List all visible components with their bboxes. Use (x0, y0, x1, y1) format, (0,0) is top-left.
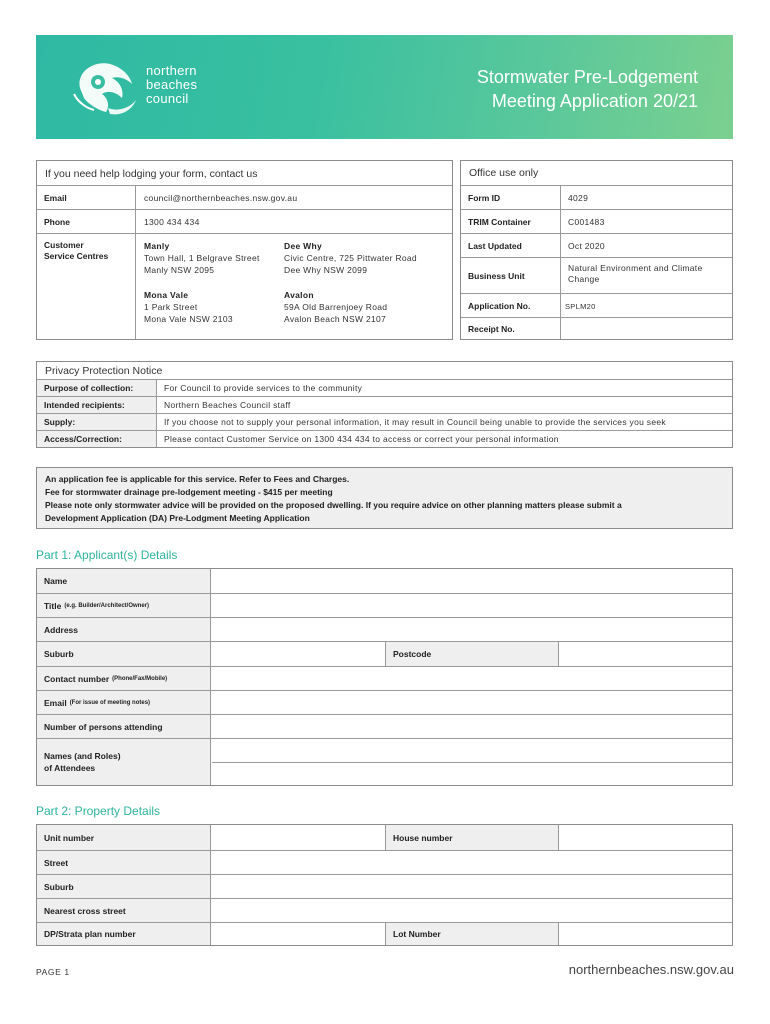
privacy-value: Northern Beaches Council staff (164, 400, 291, 410)
office-label: Form ID (468, 193, 501, 203)
form-row-property-suburb (37, 874, 732, 898)
suburb-label (37, 642, 211, 666)
name-label-text: Name (44, 576, 68, 586)
part1-title: Part 1: Applicant(s) Details (36, 548, 178, 562)
dp-strata-label (37, 923, 211, 945)
title-label (37, 594, 211, 617)
service-centres-row (37, 233, 452, 339)
page-number: PAGE 1 (36, 967, 70, 977)
dp-strata-input[interactable] (212, 923, 386, 945)
property-suburb-label (37, 875, 211, 898)
contact-email-row (37, 185, 452, 209)
property-suburb-label-text: Suburb (44, 881, 74, 892)
office-label: Last Updated (468, 241, 522, 251)
part2-title: Part 2: Property Details (36, 804, 161, 818)
service-centres-list (135, 234, 452, 339)
privacy-notice (36, 361, 733, 448)
privacy-label: Supply: (37, 414, 157, 430)
contact-number-label (37, 667, 211, 690)
lot-number-label-text: Lot Number (393, 929, 441, 939)
property-suburb-input[interactable] (212, 875, 732, 898)
office-value: Natural Environment and Climate Change (560, 258, 732, 293)
title-label-text: Title (44, 600, 62, 611)
office-row (461, 257, 732, 293)
persons-input[interactable] (212, 715, 732, 738)
form-row-street (37, 850, 732, 874)
title-hint: (e.g. Builder/Architect/Owner) (64, 602, 150, 609)
centre-line: Dee Why NSW 2099 (284, 265, 368, 275)
privacy-row (37, 379, 732, 396)
council-name-line: beaches (146, 77, 198, 92)
unit-number-input[interactable] (212, 825, 386, 850)
privacy-label: Access/Correction: (37, 431, 157, 447)
email-field-hint: (For issue of meeting notes) (69, 699, 151, 706)
dp-strata-label-text: DP/Strata plan number (44, 929, 136, 939)
fee-notice-line: Development Application (DA) Pre-Lodgment Meeting Application (45, 513, 310, 523)
form-row-cross-street (37, 898, 732, 922)
form-row-attendees (37, 738, 732, 785)
house-number-label-text: House number (393, 832, 453, 843)
applicant-details-form (36, 568, 733, 786)
email-field-label (37, 691, 211, 714)
postcode-label-text: Postcode (393, 649, 432, 659)
centre-line: Town Hall, 1 Belgrave Street (144, 253, 260, 263)
postcode-label (385, 642, 559, 666)
contact-heading: If you need help lodging your form, contact us (45, 168, 258, 180)
office-value: Oct 2020 (560, 234, 732, 257)
fee-notice (36, 467, 733, 529)
attendees-input-2[interactable] (212, 763, 732, 785)
office-label: TRIM Container (468, 217, 531, 227)
house-number-label (385, 825, 559, 850)
footer-website-link[interactable]: northernbeaches.nsw.gov.au (568, 962, 734, 977)
privacy-value: For Council to provide services to the community (164, 383, 363, 393)
persons-label-text: Number of persons attending (44, 721, 163, 732)
house-number-input[interactable] (560, 825, 732, 850)
centre-manly (144, 240, 284, 276)
office-row (461, 293, 732, 317)
postcode-input[interactable] (560, 642, 732, 666)
email-value[interactable]: council@northernbeaches.nsw.gov.au (135, 186, 452, 209)
office-row (461, 209, 732, 233)
unit-number-label-text: Unit number (44, 832, 95, 843)
property-details-form (36, 824, 733, 946)
form-row-contact (37, 666, 732, 690)
centre-name: Avalon (284, 290, 314, 300)
privacy-row (37, 413, 732, 430)
office-value: SPLM20 (560, 294, 732, 317)
privacy-value: Please contact Customer Service on 1300 434 434 to access or correct your personal information (164, 434, 559, 444)
street-label-text: Street (44, 857, 69, 868)
phone-value: 1300 434 434 (135, 210, 452, 233)
centre-name: Manly (144, 241, 170, 251)
office-row (461, 185, 732, 209)
form-row-suburb (37, 641, 732, 666)
contact-number-hint: (Phone/Fax/Mobile) (112, 675, 168, 682)
form-row-unit (37, 825, 732, 850)
persons-label (37, 715, 211, 738)
fee-notice-line: An application fee is applicable for this service. Refer to Fees and Charges. (45, 474, 350, 484)
document-title-line: Meeting Application 20/21 (491, 91, 698, 111)
centre-line: Mona Vale NSW 2103 (144, 314, 233, 324)
address-label-text: Address (44, 624, 79, 635)
centre-name: Mona Vale (144, 290, 189, 300)
attendees-label-line: of Attendees (44, 763, 96, 773)
fee-notice-line: Please note only stormwater advice will be provided on the proposed dwelling. If you require advice on other planning matters please submit a (45, 500, 622, 510)
privacy-label: Intended recipients: (37, 397, 157, 413)
council-logo-icon (68, 58, 140, 118)
privacy-label: Purpose of collection: (37, 380, 157, 396)
privacy-row (37, 396, 732, 413)
email-field-label-text: Email (44, 697, 67, 708)
name-input[interactable] (212, 569, 732, 593)
service-centres-label (37, 234, 135, 339)
office-value: 4029 (560, 186, 732, 209)
phone-label: Phone (44, 217, 70, 227)
email-label: Email (44, 193, 67, 203)
centre-dee-why (284, 240, 454, 276)
form-row-email (37, 690, 732, 714)
centre-line: Avalon Beach NSW 2107 (284, 314, 387, 324)
office-value: C001483 (560, 210, 732, 233)
street-label (37, 851, 211, 874)
service-centres-label-line: Customer (44, 240, 84, 250)
attendees-label (37, 739, 211, 785)
centre-avalon (284, 289, 454, 325)
office-row (461, 233, 732, 257)
lot-number-label (385, 923, 559, 945)
office-row (461, 317, 732, 339)
centre-mona-vale (144, 289, 284, 325)
contact-number-label-text: Contact number (44, 673, 110, 684)
suburb-input[interactable] (212, 642, 386, 666)
council-name-line: council (146, 91, 189, 106)
form-row-name (37, 569, 732, 593)
office-label: Business Unit (468, 271, 525, 281)
fee-notice-line: Fee for stormwater drainage pre-lodgement meeting - $415 per meeting (45, 487, 333, 497)
receipt-no-input[interactable] (560, 318, 732, 339)
privacy-heading: Privacy Protection Notice (45, 365, 163, 377)
cross-street-label (37, 899, 211, 922)
form-row-title (37, 593, 732, 617)
document-title-line: Stormwater Pre-Lodgement (476, 67, 698, 87)
privacy-row (37, 430, 732, 447)
privacy-value: If you choose not to supply your personal information, it may result in Council being unable to provide the services you seek (164, 417, 666, 427)
name-label (37, 569, 211, 593)
form-row-dp (37, 922, 732, 945)
centre-line: Civic Centre, 725 Pittwater Road (284, 253, 417, 263)
street-input[interactable] (212, 851, 732, 874)
office-label: Receipt No. (468, 324, 515, 334)
centre-line: 59A Old Barrenjoey Road (284, 302, 388, 312)
contact-phone-row (37, 209, 452, 233)
unit-number-label (37, 825, 211, 850)
attendees-input-1[interactable] (212, 739, 732, 763)
attendees-label-text (44, 750, 121, 774)
lot-number-input[interactable] (560, 923, 732, 945)
address-label (37, 618, 211, 641)
cross-street-label-text: Nearest cross street (44, 905, 126, 916)
office-use-section (460, 160, 733, 340)
council-name (146, 64, 197, 106)
cross-street-input[interactable] (212, 899, 732, 922)
centre-name: Dee Why (284, 241, 322, 251)
office-label: Application No. (468, 301, 531, 311)
council-name-line: northern (146, 63, 197, 78)
document-title (378, 65, 698, 113)
suburb-label-text: Suburb (44, 649, 74, 659)
address-input[interactable] (212, 618, 732, 641)
attendees-label-line: Names (and Roles) (44, 751, 121, 761)
contact-number-input[interactable] (212, 667, 732, 690)
email-field[interactable] (212, 691, 732, 714)
title-input[interactable] (212, 594, 732, 617)
centre-line: Manly NSW 2095 (144, 265, 215, 275)
office-use-heading: Office use only (469, 167, 539, 179)
form-row-address (37, 617, 732, 641)
form-row-persons (37, 714, 732, 738)
service-centres-label-line: Service Centres (44, 251, 109, 261)
centre-line: 1 Park Street (144, 302, 198, 312)
contact-section (36, 160, 453, 340)
